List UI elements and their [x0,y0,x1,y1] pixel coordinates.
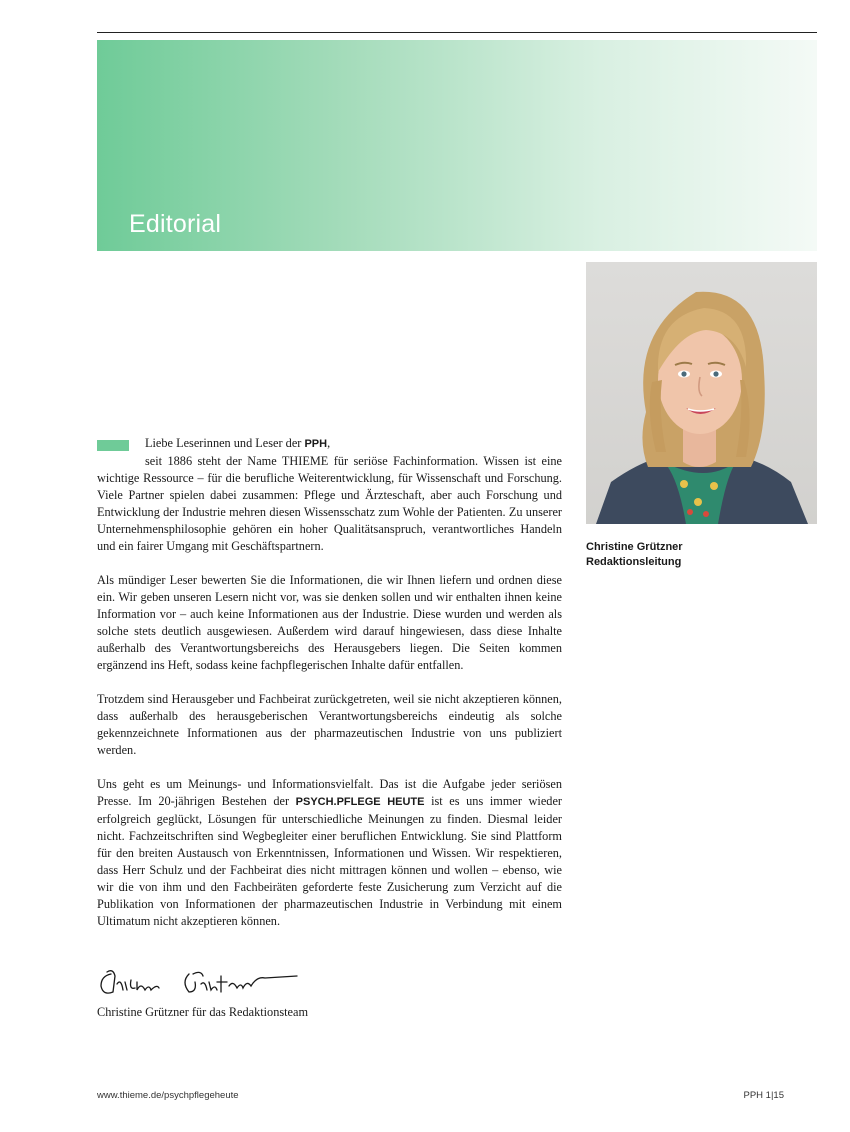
portrait-illustration [586,262,817,524]
greeting-comma: , [327,436,331,450]
signature-line: Christine Grützner für das Redaktionsteam [97,1005,309,1019]
paragraph-4-pre: Uns geht es um Meinungs- und Informationsvielfalt. Das ist die Aufgabe jeder seriösen Presse. Im 20-jährigen Bestehen der [97,777,562,808]
paragraph-3: Trotzdem sind Herausgeber und Fachbeirat zurückgetreten, weil sie nicht akzeptieren können, dass außerhalb des herausgeberischen Verantwortungsbereichs eindeutig als solche gekennzeichnete Informationen aus der pharmazeutischen Industrie von uns publiziert werden. [97,692,562,757]
header-banner [97,40,817,251]
greeting-text: Liebe Leserinnen und Leser der [145,436,305,450]
paragraph-1: seit 1886 steht der Name THIEME für seriöse Fachinformation. Wissen ist eine wichtige Ressource – für die berufliche Weiterentwicklung, für Wissenschaft und Forschung. Viele Partner spielen dabei zusammen: Pflege und Ärzteschaft, aber auch Forschung und Entwicklung der Industrie mehren diesen Wissensschatz zum Wohle der Patienten. Zu unserer Unternehmensphilosophie gehören ein hoher Qualitätsanspruch, verantwortliches Handeln und ein fairer Umgang mit Geschäftspartnern. [97,454,562,553]
footer-issue: PPH 1|15 [743,1090,784,1101]
handwritten-signature [97,962,307,1002]
greeting-brand: PPH [304,438,328,450]
portrait-photo [586,262,817,524]
top-rule [97,32,817,33]
footer-url: www.thieme.de/psychpflegeheute [97,1090,239,1101]
paragraph-4 [97,776,562,930]
paragraph-4-post: ist es uns immer wieder erfolgreich geglückt, Lösungen für unterschiedliche Meinungen zu finden. Diesmal leider nicht. Fachzeitschriften sind Wegbegleiter einer beruflichen Entwicklung. Sie sind Plattform für den breiten Austausch von Erkenntnissen, Informationen und Wissen. Wir respektieren, dass Herr Schulz und der Fachbeirat dies nicht mittragen können und wollen – ebenso, wie wir die von ihm und den Fachbeiräten geforderte feste Zusicherung zum Verzicht auf die Publikation von Informationen der pharmazeutischen Industrie in Verbindung mit einem Ultimatum nicht akzeptieren können. [97,794,562,928]
paragraph-2: Als mündiger Leser bewerten Sie die Informationen, die wir Ihnen liefern und ordnen diese ein. Wir geben unseren Lesern nicht vor, was sie denken sollen und wir enthalten ihnen keine Information vor – auch keine Informationen aus der Industrie. Diese wurden und werden als solche stets deutlich ausgewiesen. Außerdem wird darauf hingewiesen, dass diese Inhalte außerhalb des Verantwortungsbereichs des Herausgebers liegen. Die Seiten kommen ergänzend ins Heft, sodass keine fachpflegerischen Inhalte dafür entfallen. [97,573,562,672]
greeting [97,435,562,453]
caption-role: Redaktionsleitung [586,556,682,568]
page-title: Editorial [129,210,222,238]
journal-name: PSYCH.PFLEGE HEUTE [295,796,425,808]
caption-name: Christine Grützner [586,541,683,553]
article-body [97,435,562,947]
photo-caption [586,540,683,570]
